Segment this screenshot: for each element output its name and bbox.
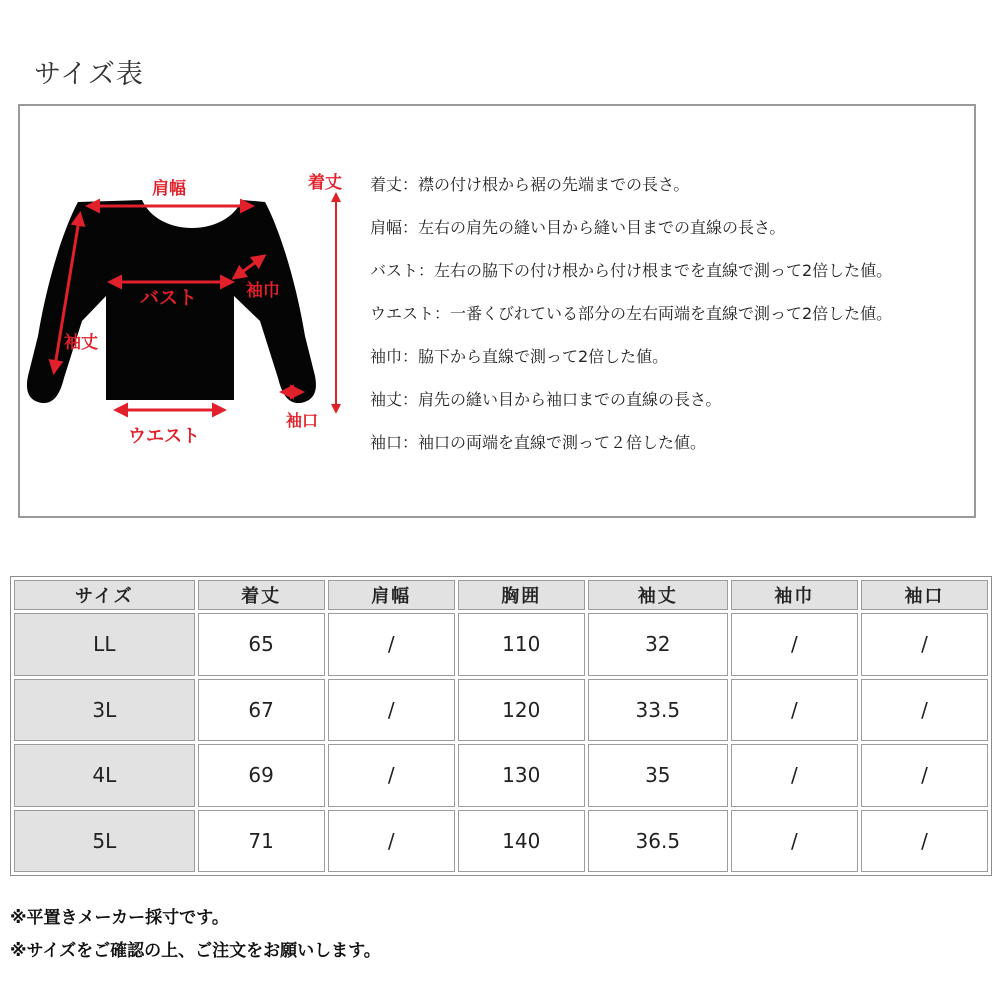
table-row [14, 810, 988, 873]
header-length: 着丈 [198, 580, 325, 610]
description-item: 着丈：襟の付け根から裾の先端までの長さ。 [370, 175, 690, 194]
cell: 33.5 [588, 679, 728, 742]
measurement-descriptions [370, 170, 892, 464]
cell: 67 [198, 679, 325, 742]
size-table [10, 576, 992, 876]
cell: / [731, 679, 858, 742]
cell: / [731, 613, 858, 676]
cell-size: LL [14, 613, 195, 676]
description-item: 袖丈：肩先の縫い目から袖口までの直線の長さ。 [370, 390, 722, 409]
description-item: 肩幅：左右の肩先の縫い目から縫い目までの直線の長さ。 [370, 218, 786, 237]
cell: 71 [198, 810, 325, 873]
cell-size: 5L [14, 810, 195, 873]
measurement-diagram-panel [18, 104, 976, 518]
notes [10, 902, 381, 968]
cell: 32 [588, 613, 728, 676]
cell: / [328, 679, 455, 742]
table-header-row [14, 580, 988, 610]
description-item: バスト：左右の脇下の付け根から付け根までを直線で測って2倍した値。 [370, 261, 893, 280]
header-sleeve-width: 袖巾 [731, 580, 858, 610]
cell: 130 [458, 744, 585, 807]
cell: / [861, 744, 988, 807]
table-row [14, 613, 988, 676]
note-line: ※サイズをご確認の上、ご注文をお願いします。 [10, 941, 381, 961]
cell: 140 [458, 810, 585, 873]
cell-size: 3L [14, 679, 195, 742]
note-line: ※平置きメーカー採寸です。 [10, 908, 229, 928]
description-item: 袖口：袖口の両端を直線で測って２倍した値。 [370, 433, 707, 452]
cell: / [861, 679, 988, 742]
label-waist: ウエスト [128, 426, 200, 447]
cell: / [861, 613, 988, 676]
header-cuff: 袖口 [861, 580, 988, 610]
table-row [14, 679, 988, 742]
cell: / [861, 810, 988, 873]
cell: 120 [458, 679, 585, 742]
description-item: 袖巾：脇下から直線で測って2倍した値。 [370, 347, 669, 366]
cell: / [731, 744, 858, 807]
header-shoulder: 肩幅 [328, 580, 455, 610]
label-sleeve-width: 袖巾 [246, 281, 280, 301]
cell: 36.5 [588, 810, 728, 873]
cell: 65 [198, 613, 325, 676]
table-row [14, 744, 988, 807]
header-sleeve-length: 袖丈 [588, 580, 728, 610]
cell: 35 [588, 744, 728, 807]
cell: / [328, 810, 455, 873]
cell: 69 [198, 744, 325, 807]
label-bust: バスト [140, 287, 198, 309]
cell: / [731, 810, 858, 873]
description-item: ウエスト：一番くびれている部分の左右両端を直線で測って2倍した値。 [370, 304, 893, 323]
header-size: サイズ [14, 580, 195, 610]
cell-size: 4L [14, 744, 195, 807]
header-chest: 胸囲 [458, 580, 585, 610]
label-sleeve-length: 袖丈 [64, 333, 98, 353]
cell: 110 [458, 613, 585, 676]
label-length: 着丈 [308, 173, 342, 193]
label-shoulder: 肩幅 [152, 179, 186, 199]
cell: / [328, 744, 455, 807]
label-cuff: 袖口 [286, 411, 319, 430]
page-title: サイズ表 [34, 59, 144, 90]
cell: / [328, 613, 455, 676]
